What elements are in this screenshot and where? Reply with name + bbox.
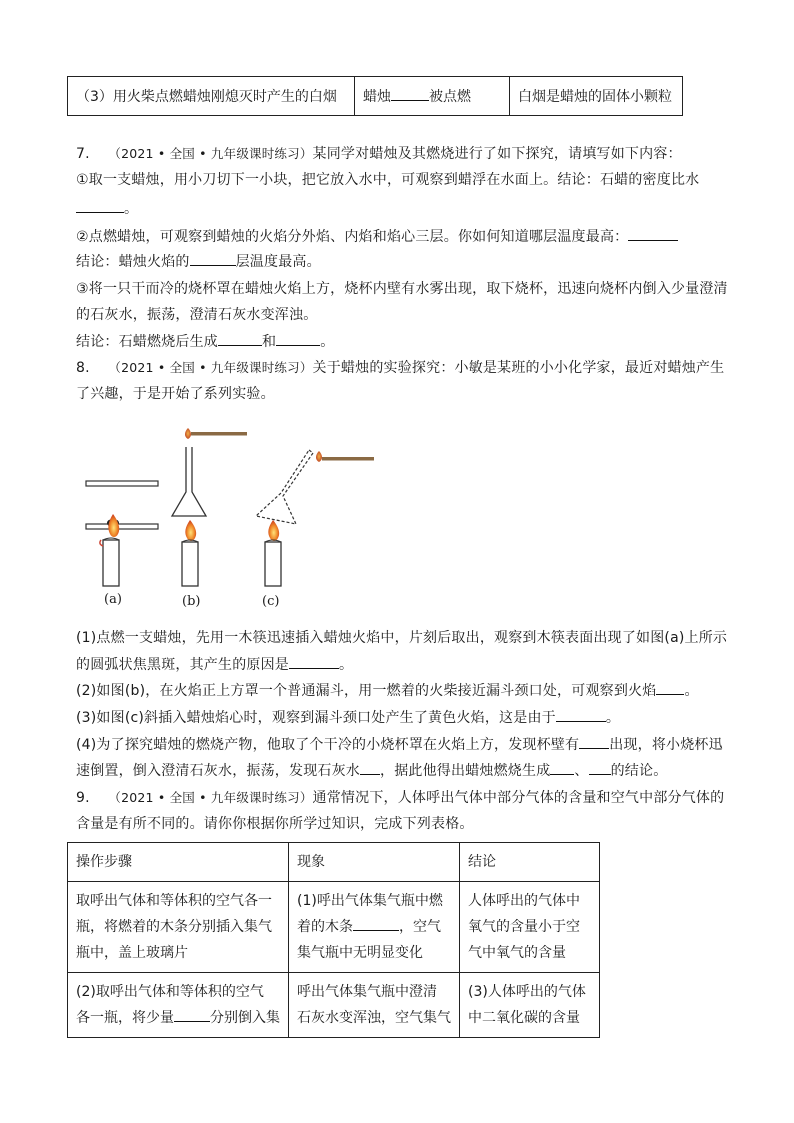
- line-text: ②点燃蜡烛，可观察到蜡烛的火焰分外焰、内焰和焰心三层。你如何知道哪层温度最高：: [76, 229, 629, 245]
- cell-line: 中二氧化碳的含量: [468, 1010, 580, 1026]
- cell-line: 瓶中，盖上玻璃片: [76, 945, 188, 961]
- cell-line: (1)呼出气体集气瓶中燃: [297, 893, 443, 909]
- q9-line: 含量是有所不同的。请你你根据你所学过知识，完成下列表格。: [76, 816, 474, 832]
- answer-blank[interactable]: [190, 251, 236, 266]
- q7-line: [76, 226, 678, 247]
- chopstick-upper: [86, 481, 158, 486]
- breath-comparison-table: [67, 842, 600, 1038]
- q7-line: ①取一支蜡烛，用小刀切下一小块，把它放入水中，可观察到蜡浮在水面上。结论：石蜡的密度比水: [76, 172, 700, 188]
- answer-blank[interactable]: [579, 734, 609, 749]
- q7-line: ③将一只干而冷的烧杯罩在蜡烛火焰上方，烧杯内壁有水雾出现，取下烧杯，迅速向烧杯内倒入少量澄清: [76, 281, 728, 297]
- table-row: [68, 77, 683, 116]
- header-cell: [68, 843, 289, 882]
- question-stem: 通常情况下，人体呼出气体中部分气体的含量和空气中部分气体的: [312, 790, 725, 806]
- cell-line: (3)人体呼出的气体: [468, 984, 586, 1000]
- cell-text: （3）用火柴点燃蜡烛刚熄灭时产生的白烟: [76, 89, 337, 105]
- q7-header: [76, 144, 682, 164]
- q7-line: 的石灰水，振荡，澄清石灰水变浑浊。: [76, 307, 318, 323]
- punctuation: 。: [339, 657, 354, 673]
- caption-b: (b): [182, 594, 201, 609]
- table-cell: [355, 77, 510, 116]
- question-number: 8.: [76, 360, 90, 376]
- answer-blank[interactable]: [218, 331, 262, 346]
- match-flame-icon: [316, 451, 322, 462]
- flame-icon: [185, 520, 196, 541]
- punctuation: 。: [320, 334, 335, 350]
- cell-line: 气中氧气的含量: [468, 945, 566, 961]
- table-cell: [289, 882, 460, 973]
- matchstick: [322, 457, 374, 461]
- cell-line: 人体呼出的气体中: [468, 893, 580, 909]
- candle-experiment-figure: [80, 420, 390, 615]
- question-source: （2021 • 全国 • 九年级课时练习）: [108, 790, 313, 805]
- punctuation: 。: [605, 710, 621, 726]
- experiment-table-continued: [67, 76, 683, 116]
- line-text: 结论：蜡烛火焰的: [76, 254, 190, 270]
- candle: [265, 542, 281, 586]
- q8-line: [76, 654, 353, 675]
- cell-line: 取呼出气体和等体积的空气各一: [76, 893, 272, 909]
- table-row: [68, 882, 600, 973]
- answer-blank[interactable]: [353, 916, 399, 931]
- answer-blank[interactable]: [360, 760, 380, 775]
- candle-diagram: [80, 420, 390, 615]
- question-source: （2021 • 全国 • 九年级课时练习）: [108, 146, 313, 161]
- line-text: 速倒置，倒入澄清石灰水，振荡，发现石灰水: [76, 763, 360, 779]
- q9-header: [76, 788, 724, 808]
- table-cell: [68, 882, 289, 973]
- q8-line: (1)点燃一支蜡烛，先用一木筷迅速插入蜡烛火焰中，片刻后取出，观察到木筷表面出现了如图(a)上所示: [76, 630, 728, 646]
- punctuation: 。: [124, 201, 139, 217]
- chopstick-lower: [86, 524, 158, 529]
- question-source: （2021 • 全国 • 九年级课时练习）: [108, 360, 313, 375]
- header-cell: [460, 843, 600, 882]
- q8-line: 了兴趣，于是开始了系列实验。: [76, 386, 275, 402]
- table-header-row: [68, 843, 600, 882]
- answer-blank[interactable]: [589, 760, 611, 775]
- line-text: 和: [262, 334, 277, 350]
- table-cell: [510, 77, 683, 116]
- flame-icon: [108, 514, 119, 537]
- tilted-funnel: [256, 450, 313, 524]
- q8-line: [76, 734, 723, 755]
- header-text: 操作步骤: [76, 854, 132, 870]
- cell-text: 被点燃: [429, 89, 471, 105]
- cell-line: (2)取呼出气体和等体积的空气: [76, 984, 264, 1000]
- line-text: 结论：石蜡燃烧后生成: [76, 334, 218, 350]
- setup-c: [256, 450, 374, 586]
- matchstick: [191, 432, 247, 436]
- cell-text: 蜡烛: [363, 89, 391, 105]
- answer-blank[interactable]: [174, 1007, 210, 1022]
- candle: [103, 540, 119, 586]
- header-cell: [289, 843, 460, 882]
- setup-b: [172, 428, 247, 586]
- line-text: ，空气: [399, 919, 441, 935]
- q8-header: [76, 358, 724, 378]
- line-text: 出现，将小烧杯迅: [609, 737, 723, 753]
- cell-line: [297, 914, 451, 940]
- line-text: 着的木条: [297, 919, 353, 935]
- punctuation: 。: [684, 683, 699, 699]
- table-cell: [460, 973, 600, 1038]
- header-text: 现象: [297, 854, 325, 870]
- answer-blank[interactable]: [550, 760, 574, 775]
- funnel: [172, 447, 206, 516]
- line-text: (2)如图(b)，在火焰正上方罩一个普通漏斗，用一燃着的火柴接近漏斗颈口处，可观察到火焰: [76, 683, 657, 699]
- line-text: 层温度最高。: [235, 254, 321, 270]
- q8-line: [76, 707, 620, 728]
- cell-text: 白烟是蜡烛的固体小颗粒: [518, 89, 672, 105]
- line-text: 各一瓶，将少量: [76, 1010, 174, 1026]
- flame-icon: [268, 520, 279, 541]
- setup-a: [86, 481, 158, 586]
- line-text: (4)为了探究蜡烛的燃烧产物，他取了个干冷的小烧杯罩在火焰上方，发现杯壁有: [76, 737, 580, 753]
- table-cell: [460, 882, 600, 973]
- cell-line: [76, 1005, 280, 1031]
- caption-a: (a): [104, 592, 122, 607]
- q7-line: [76, 198, 138, 219]
- header-text: 结论: [468, 854, 496, 870]
- table-cell: [68, 973, 289, 1038]
- punctuation: 、: [574, 763, 589, 779]
- table-cell: [289, 973, 460, 1038]
- table-row: [68, 973, 600, 1038]
- line-text: 的圆弧状焦黑斑，其产生的原因是: [76, 657, 289, 673]
- line-text: 的结论。: [610, 763, 668, 779]
- answer-blank[interactable]: [276, 331, 320, 346]
- cell-line: 呼出气体集气瓶中澄清: [297, 984, 437, 1000]
- line-text: (3)如图(c)斜插入蜡烛焰心时，观察到漏斗颈口处产生了黄色火焰，这是由于: [76, 710, 556, 726]
- q8-line: [76, 680, 699, 701]
- answer-blank[interactable]: [76, 198, 124, 213]
- cell-line: 氧气的含量小于空: [468, 919, 580, 935]
- cell-line: 集气瓶中无明显变化: [297, 945, 423, 961]
- question-number: 7.: [76, 146, 90, 162]
- question-stem: 某同学对蜡烛及其燃烧进行了如下探究，请填写如下内容：: [312, 146, 682, 162]
- question-number: 9.: [76, 790, 90, 806]
- line-text: 分别倒入集: [210, 1010, 280, 1026]
- q8-line: [76, 760, 667, 781]
- table-cell: [68, 77, 355, 116]
- q7-line: [76, 331, 334, 352]
- answer-blank[interactable]: [289, 654, 339, 669]
- match-flame-icon: [185, 428, 191, 439]
- question-stem: 关于蜡烛的实验探究：小敏是某班的小小化学家，最近对蜡烛产生: [312, 360, 725, 376]
- line-text: ，据此他得出蜡烛燃烧生成: [380, 763, 551, 779]
- answer-blank[interactable]: [556, 707, 606, 722]
- answer-blank[interactable]: [656, 680, 684, 695]
- candle: [182, 542, 198, 586]
- cell-line: 石灰水变浑浊，空气集气: [297, 1010, 451, 1026]
- caption-c: (c): [262, 594, 280, 609]
- cell-line: 瓶，将燃着的木条分别插入集气: [76, 919, 272, 935]
- answer-blank[interactable]: [391, 86, 429, 101]
- q7-line: [76, 251, 321, 272]
- answer-blank[interactable]: [628, 226, 678, 241]
